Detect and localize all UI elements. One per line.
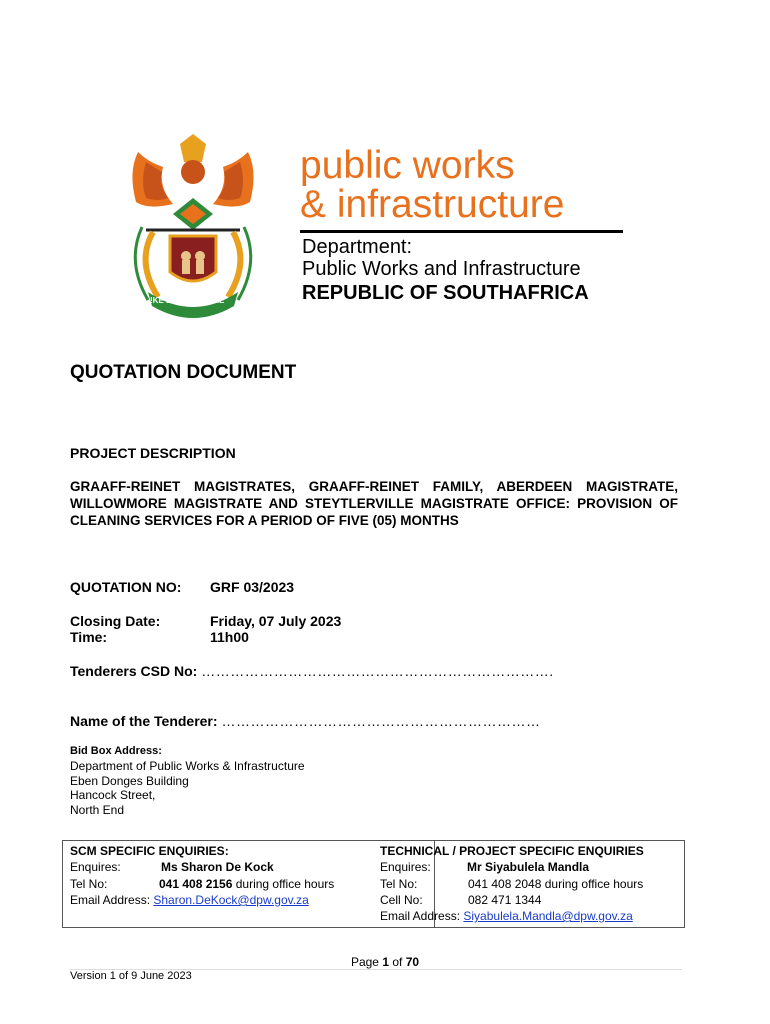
technical-enquires-label: Enquires: bbox=[380, 860, 431, 874]
technical-tel-value: 041 408 2048 during office hours bbox=[468, 877, 644, 891]
time-value: 11h00 bbox=[210, 629, 249, 645]
technical-cell-value: 082 471 1344 bbox=[468, 893, 542, 907]
csd-number-field bbox=[70, 663, 554, 679]
page-of: of bbox=[389, 955, 406, 969]
scm-contact-name: Ms Sharon De Kock bbox=[161, 860, 274, 874]
address-line: Department of Public Works & Infrastructure bbox=[70, 759, 305, 773]
brand-line-1: public works bbox=[300, 144, 515, 187]
enquiries-table bbox=[62, 840, 685, 928]
technical-email-link[interactable]: Siyabulela.Mandla@dpw.gov.za bbox=[463, 909, 633, 923]
technical-contact-name: Mr Siyabulela Mandla bbox=[467, 860, 590, 874]
page-current: 1 bbox=[382, 955, 389, 969]
version-text: Version 1 of 9 June 2023 bbox=[70, 970, 192, 982]
bid-box-address bbox=[70, 759, 305, 817]
page-total: 70 bbox=[405, 955, 420, 969]
tenderer-name-dots: ………………………………………………………… bbox=[221, 713, 541, 729]
time-label: Time: bbox=[70, 629, 108, 645]
tenderer-name-field bbox=[70, 713, 540, 729]
brand-line-2: & infrastructure bbox=[300, 183, 565, 226]
closing-date-value: Friday, 07 July 2023 bbox=[210, 613, 342, 629]
csd-label: Tenderers CSD No: bbox=[70, 663, 198, 679]
coat-of-arms-logo bbox=[118, 132, 268, 322]
scm-email bbox=[70, 892, 309, 909]
scm-email-label: Email Address: bbox=[70, 893, 154, 907]
csd-dots: ………………………………………………………………. bbox=[201, 663, 554, 679]
page-prefix: Page bbox=[350, 955, 383, 969]
department-name: Public Works and Infrastructure bbox=[302, 258, 581, 280]
scm-heading: SCM SPECIFIC ENQUIRIES: bbox=[70, 844, 229, 858]
closing-date-label: Closing Date: bbox=[70, 613, 161, 629]
quotation-number: GRF 03/2023 bbox=[210, 579, 295, 595]
scm-tel-suffix: during office hours bbox=[232, 877, 335, 891]
technical-email-label: Email Address: bbox=[380, 909, 464, 923]
department-label: Department: bbox=[302, 236, 413, 258]
bid-box-label: Bid Box Address: bbox=[70, 745, 162, 757]
scm-tel-label: Tel No: bbox=[70, 877, 108, 891]
scm-tel-number: 041 408 2156 bbox=[159, 877, 233, 891]
technical-tel-label: Tel No: bbox=[380, 877, 418, 891]
technical-heading: TECHNICAL / PROJECT SPECIFIC ENQUIRIES bbox=[380, 844, 644, 858]
brand-divider bbox=[300, 230, 623, 233]
tenderer-name-label: Name of the Tenderer: bbox=[70, 713, 218, 729]
address-line: North End bbox=[70, 802, 125, 817]
scm-tel bbox=[159, 876, 334, 893]
country-name: REPUBLIC OF SOUTHAFRICA bbox=[302, 282, 589, 304]
technical-email bbox=[380, 908, 633, 925]
scm-enquires-label: Enquires: bbox=[70, 860, 121, 874]
crest-motto: !KE E: /XARRA //KE bbox=[150, 296, 225, 305]
scm-email-link[interactable]: Sharon.DeKock@dpw.gov.za bbox=[153, 893, 309, 907]
address-line: Hancock Street, bbox=[70, 788, 156, 802]
project-description: GRAAFF-REINET MAGISTRATES, GRAAFF-REINET FAMILY, ABERDEEN MAGISTRATE, WILLOWMORE MAGISTRATE AND STEYTLERVILLE MAGISTRATE OFFICE: PROVISION OF CLEANING SERVICES FOR A PERIOD OF FIVE (05) MONTHS bbox=[70, 479, 678, 528]
quotation-label: QUOTATION NO: bbox=[70, 579, 182, 595]
page-number bbox=[0, 955, 770, 969]
address-line: Eben Donges Building bbox=[70, 773, 189, 788]
document-title: QUOTATION DOCUMENT bbox=[70, 362, 297, 383]
technical-cell-label: Cell No: bbox=[380, 893, 423, 907]
project-heading: PROJECT DESCRIPTION bbox=[70, 445, 236, 461]
